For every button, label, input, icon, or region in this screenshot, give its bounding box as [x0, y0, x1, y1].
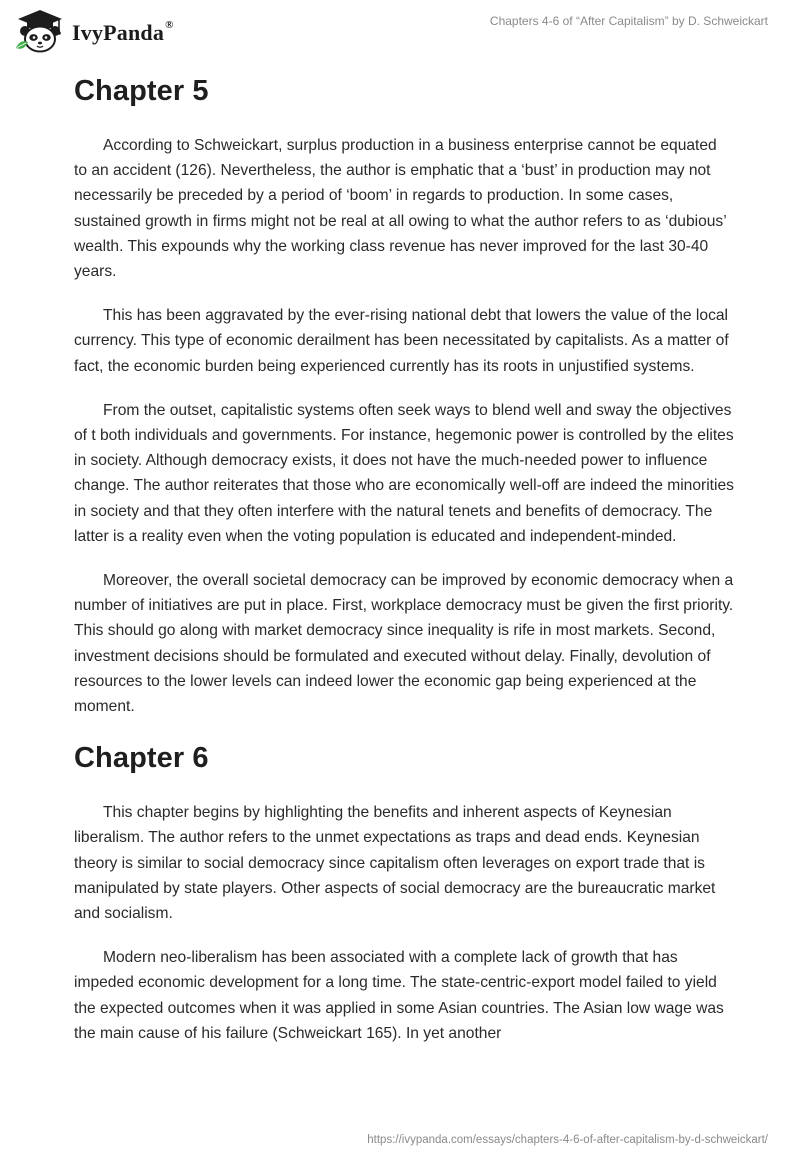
paragraph: This has been aggravated by the ever-rising national debt that lowers the value of the local currency. This type of economic derailment has been necessitated by capitalists. As a matter of fact, the economic burden being experienced currently has its roots in unjustified systems.	[74, 307, 729, 375]
brand-logo[interactable]	[14, 8, 174, 54]
document-title: Chapters 4-6 of “After Capitalism” by D. Schweickart	[489, 14, 768, 28]
page-header	[0, 0, 800, 60]
chapter-5-heading: Chapter 5	[74, 75, 209, 107]
paragraph: According to Schweickart, surplus production in a business enterprise cannot be equated to an accident (126). Nevertheless, the author is emphatic that a ‘bust’ in production may not necessarily be preceded by a period of ‘boom’ in regards to production. In some cases, sustained growth in firms might not be real at all owing to what the author refers to as ‘dubious’ wealth. This expounds why the working class revenue has never improved for the last 30-40 years.	[74, 137, 727, 281]
chapter-6-heading: Chapter 6	[74, 742, 209, 775]
brand-name: IvyPanda®	[72, 19, 174, 45]
paragraph: Modern neo-liberalism has been associated with a complete lack of growth that has impeded economic development for a long time. The state-centric-export model failed to yield the expected outcomes when it was applied in some Asian countries. The Asian low wage was the main cause of his failure (Schweickart 165). In yet another	[74, 949, 724, 1042]
source-url[interactable]: https://ivypanda.com/essays/chapters-4-6-of-after-capitalism-by-d-schweickart/	[367, 1134, 768, 1146]
paragraph: From the outset, capitalistic systems often seek ways to blend well and sway the objectives of t both individuals and governments. For instance, hegemonic power is controlled by the elites in society. Although democracy exists, it does not have the much-needed power to influence change. The author reiterates that those who are economically well-off are indeed the minorities in society and that they often interfere with the natural tenets and benefits of democracy. The latter is a reality even when the voting population is educated and independent-minded.	[74, 401, 734, 545]
paragraph: This chapter begins by highlighting the benefits and inherent aspects of Keynesian liberalism. The author refers to the unmet expectations as traps and dead ends. Keynesian theory is similar to social democracy since capitalism often leverages on export trade that is manipulated by state players. Other aspects of social democracy are the bureaucratic market and socialism.	[74, 804, 716, 923]
essay-body	[74, 71, 734, 1046]
paragraph: Moreover, the overall societal democracy can be improved by economic democracy when a number of initiatives are put in place. First, workplace democracy must be given the first priority. This should go along with market democracy since inequality is rife in most markets. Second, investment decisions should be formulated and executed without delay. Finally, devolution of resources to the lower levels can indeed lower the economic gap being experienced at the moment.	[74, 572, 734, 716]
panda-logo-icon	[14, 8, 66, 54]
